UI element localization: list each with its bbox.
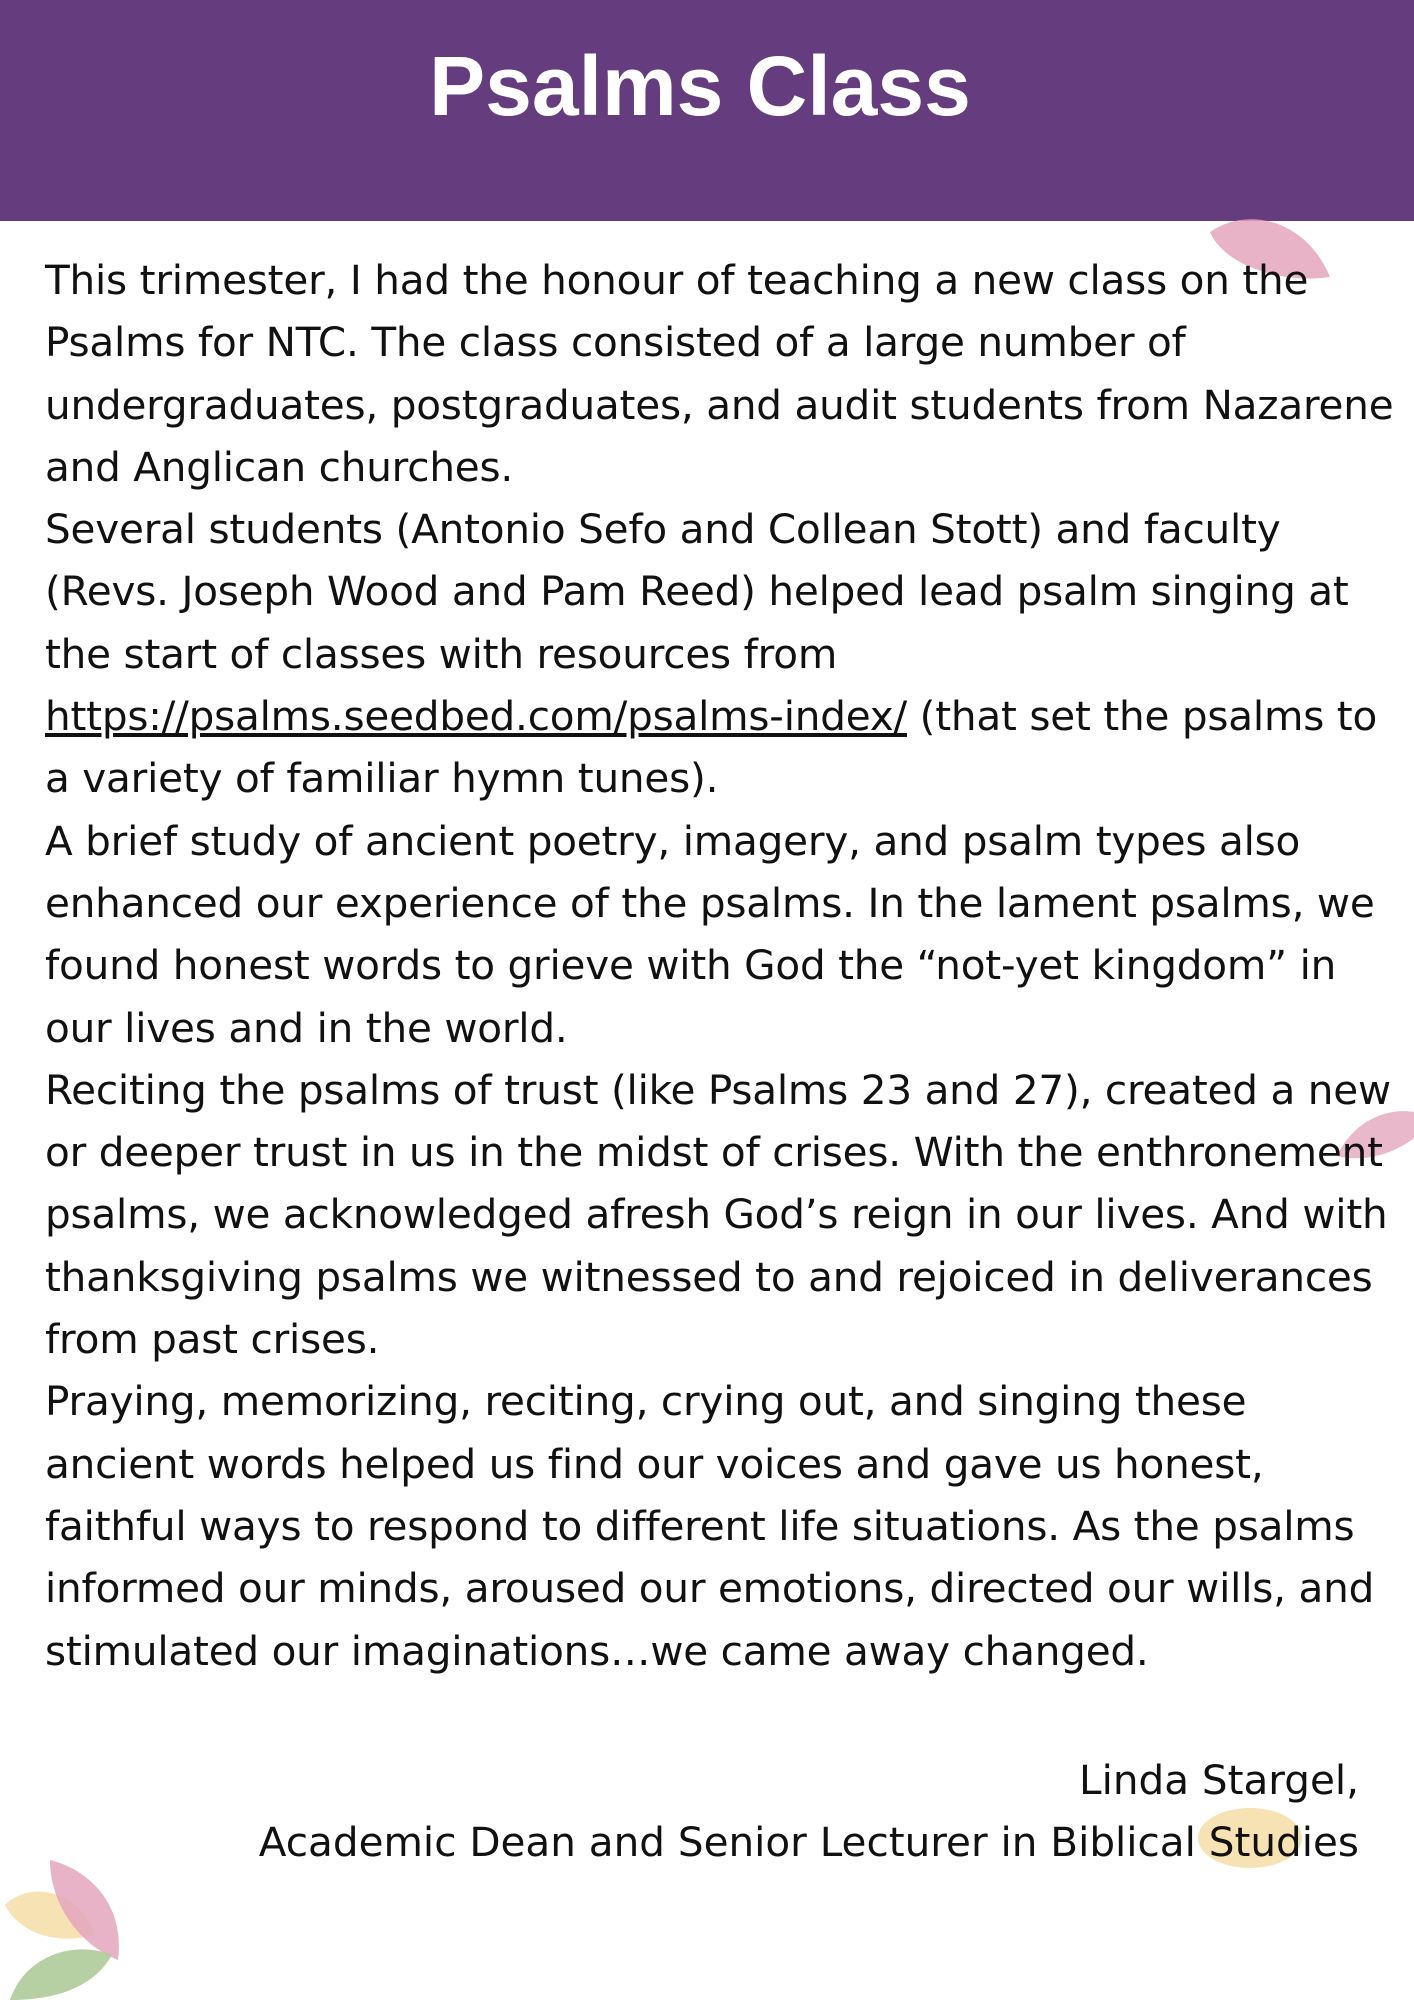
psalms-index-link[interactable]: https://psalms.seedbed.com/psalms-index/ [45,692,907,741]
paragraph-2 [45,498,1395,809]
paragraph-5: Praying, memorizing, reciting, crying out, and singing these ancient words helped us find our voices and gave us honest, faithful ways to respond to different life situations. As the psalms informed our minds, aroused our emotions, directed our wills, and stimulated our imaginations…we came away changed. [45,1377,1375,1675]
paragraph-3: A brief study of ancient poetry, imagery, and psalm types also enhanced our experience of the psalms. In the lament psalms, we found honest words to grieve with God the “not-yet kingdom” in our lives and in the world. [45,816,1375,1052]
author-name: Linda Stargel, [1079,1756,1359,1804]
page-title: Psalms Class [429,39,971,133]
header-banner [0,0,1414,221]
paragraph-2-tail: (that set the psalms to a variety of familiar hymn tunes). [45,692,1378,803]
article-body [45,249,1395,1682]
signature-block [259,1749,1359,1873]
paragraph-2-text: Several students (Antonio Sefo and Collean Stott) and faculty (Revs. Joseph Wood and Pam Reed) helped lead psalm singing at the start of classes with resources from [45,505,1349,678]
paragraph-1: This trimester, I had the honour of teaching a new class on the Psalms for NTC. The class consisted of a large number of undergraduates, postgraduates, and audit students from Nazarene and Anglican churches. [45,256,1394,491]
author-role: Academic Dean and Senior Lecturer in Biblical Studies [258,1818,1359,1866]
paragraph-4: Reciting the psalms of trust (like Psalms 23 and 27), created a new or deeper trust in us in the midst of crises. With the enthronement psalms, we acknowledged afresh God’s reign in our lives. And with thanksgiving psalms we witnessed to and rejoiced in deliverances from past crises. [45,1065,1391,1364]
petal-cluster-bottom-left-icon [0,1855,135,2000]
